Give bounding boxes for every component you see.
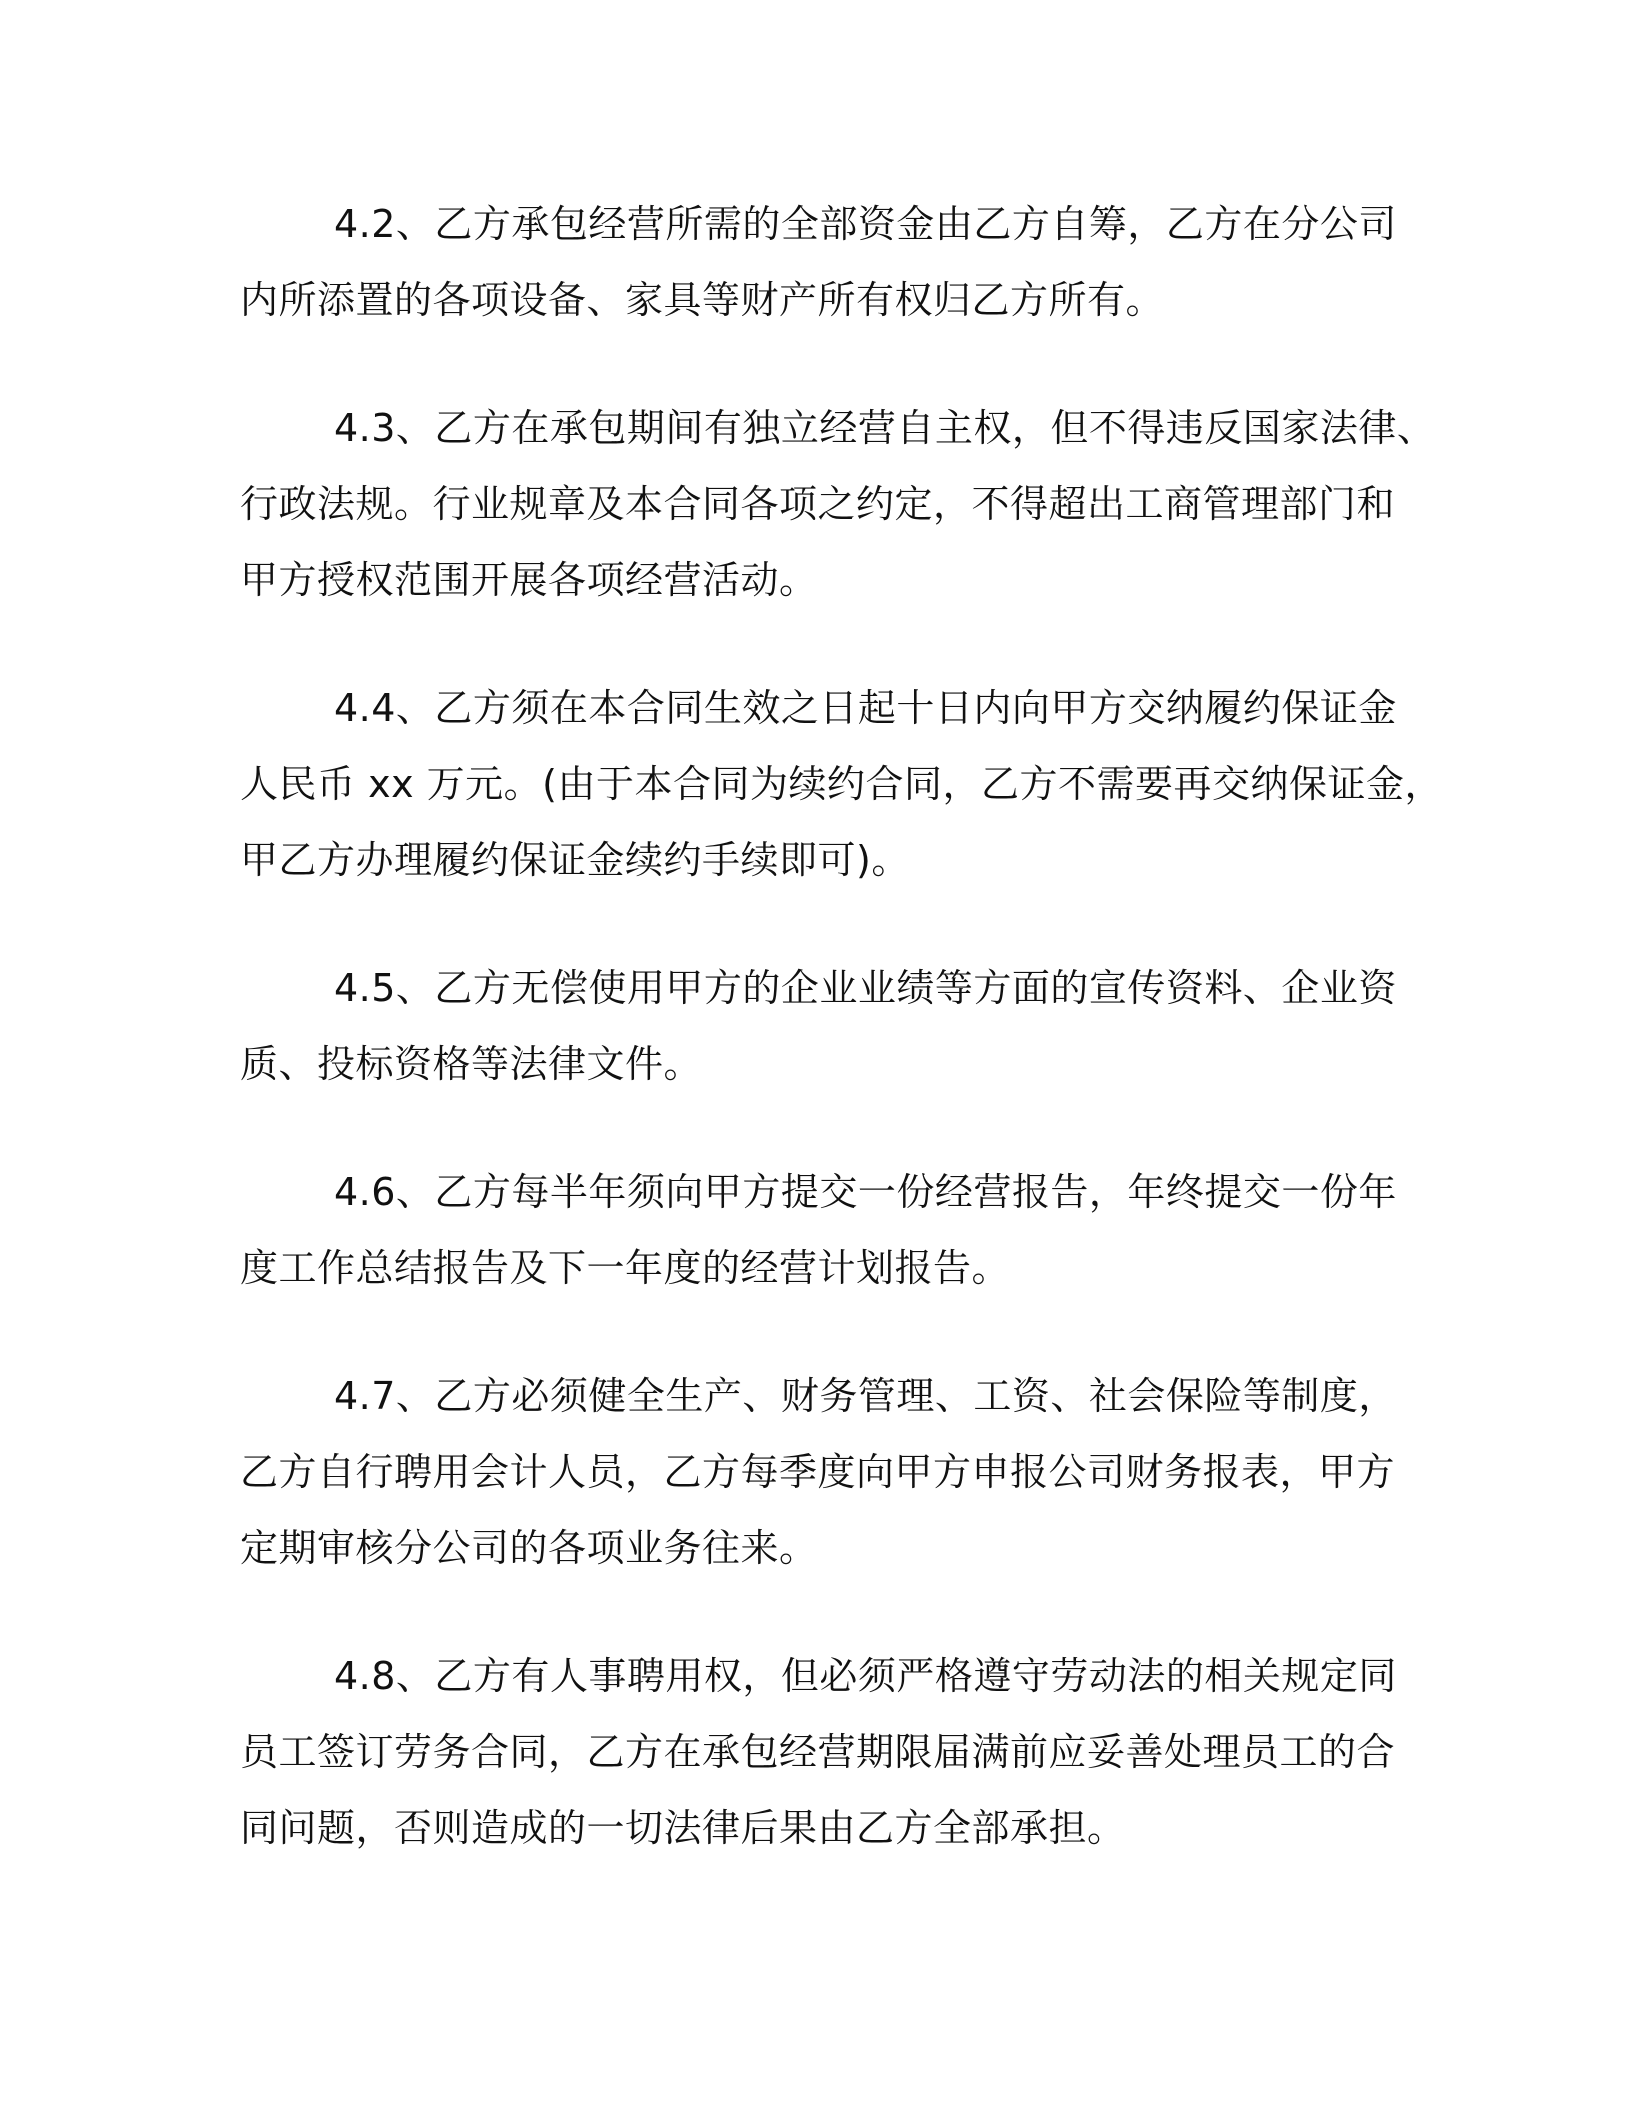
clause-line: 甲方授权范围开展各项经营活动。 bbox=[240, 558, 818, 602]
clause-line: 4.5、乙方无偿使用甲方的企业业绩等方面的宣传资料、企业资 bbox=[334, 966, 1397, 1010]
clause-line: 4.8、乙方有人事聘用权，但必须严格遵守劳动法的相关规定同 bbox=[334, 1654, 1397, 1698]
clause-line: 乙方自行聘用会计人员，乙方每季度向甲方申报公司财务报表，甲方 bbox=[240, 1450, 1396, 1494]
clause-line: 4.6、乙方每半年须向甲方提交一份经营报告，年终提交一份年 bbox=[334, 1170, 1397, 1214]
clause-line: 人民币 xx 万元。(由于本合同为续约合同，乙方不需要再交纳保证金， bbox=[240, 762, 1443, 806]
clause-4-7 bbox=[240, 1358, 1397, 1586]
clause-4-2 bbox=[240, 186, 1397, 338]
clause-line: 4.7、乙方必须健全生产、财务管理、工资、社会保险等制度， bbox=[334, 1374, 1397, 1418]
clause-4-8 bbox=[240, 1638, 1397, 1866]
clause-4-5 bbox=[240, 950, 1397, 1102]
clause-line: 4.2、乙方承包经营所需的全部资金由乙方自筹，乙方在分公司 bbox=[334, 202, 1397, 246]
clause-line: 行政法规。行业规章及本合同各项之约定，不得超出工商管理部门和 bbox=[240, 482, 1396, 526]
clause-line: 员工签订劳务合同，乙方在承包经营期限届满前应妥善处理员工的合 bbox=[240, 1730, 1396, 1774]
clause-line: 甲乙方办理履约保证金续约手续即可)。 bbox=[240, 838, 910, 882]
clause-line: 质、投标资格等法律文件。 bbox=[240, 1042, 703, 1086]
clause-line: 4.3、乙方在承包期间有独立经营自主权，但不得违反国家法律、 bbox=[334, 406, 1436, 450]
clause-line: 4.4、乙方须在本合同生效之日起十日内向甲方交纳履约保证金 bbox=[334, 686, 1397, 730]
clause-4-3 bbox=[240, 390, 1436, 618]
clause-line: 度工作总结报告及下一年度的经营计划报告。 bbox=[240, 1246, 1011, 1290]
clause-line: 同问题，否则造成的一切法律后果由乙方全部承担。 bbox=[240, 1806, 1126, 1850]
clause-line: 定期审核分公司的各项业务往来。 bbox=[240, 1526, 818, 1570]
document-page bbox=[240, 186, 1443, 1918]
clause-4-4 bbox=[240, 670, 1443, 898]
clause-4-6 bbox=[240, 1154, 1397, 1306]
clause-line: 内所添置的各项设备、家具等财产所有权归乙方所有。 bbox=[240, 278, 1165, 322]
